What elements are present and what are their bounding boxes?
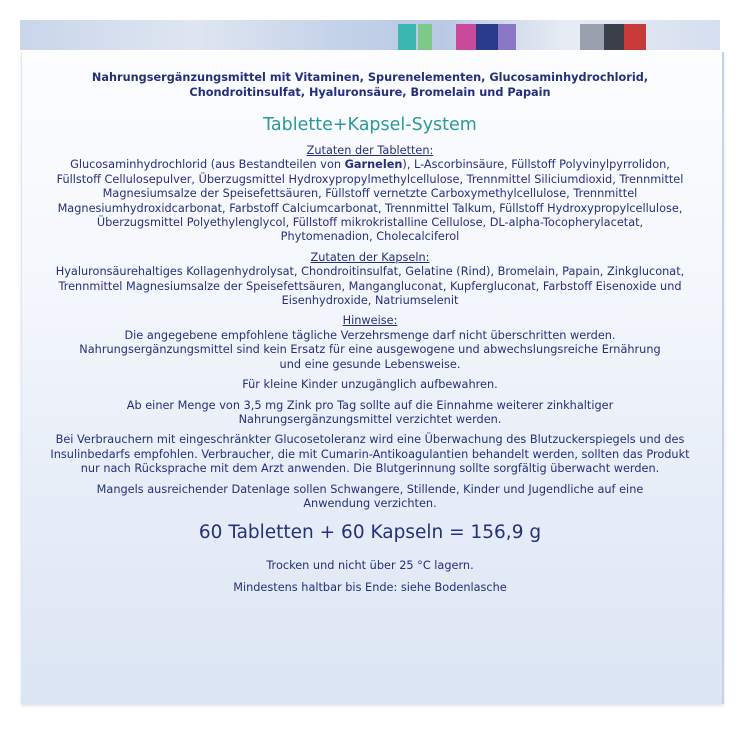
ingredient-line: Hyaluronsäurehaltiges Kollagenhydrolysat, Chondroitinsulfat, Gelatine (Rind), Bromelain, Papain, Zinkgluconat, (55, 265, 685, 279)
ingredient-line: Trennmittel Magnesiumsalze der Speisefettsäuren, Mangangluconat, Kupfergluconat, Farbstoff Eisenoxide und (58, 279, 682, 293)
ingredient-text: ), L-Ascorbinsäure, Füllstoff Polyvinylpyrrolidon, (402, 158, 670, 172)
decor-block-dark (604, 24, 624, 50)
note-line: Ab einer Menge von 3,5 mg Zink pro Tag sollte auf die Einnahme weiterer zinkhaltiger (126, 398, 614, 412)
note-line: nur nach Rücksprache mit dem Arzt anwenden. Die Blutgerinnung sollte sorgfältig überwacht werden. (80, 462, 660, 476)
decor-block-violet (498, 24, 516, 50)
note-line: Bei Verbrauchern mit eingeschränkter Glucosetoleranz wird eine Überwachung des Blutzuckerspiegels und des (55, 433, 685, 447)
note-line: Für kleine Kinder unzugänglich aufbewahren. (242, 378, 498, 392)
ingredient-line: Füllstoff Cellulosepulver, Überzugsmittel Hydroxypropylmethylcellulose, Trennmittel Siliciumdioxid, Trennmittel (56, 172, 684, 186)
note-pregnancy (26, 483, 714, 512)
note-line: Anwendung verzichten. (303, 496, 437, 510)
decor-block-red (624, 24, 646, 50)
ingredient-line (26, 158, 714, 172)
notes-section (26, 314, 714, 511)
decor-block-green (418, 24, 432, 50)
note-line: Die angegebene empfohlene tägliche Verzehrsmenge darf nicht überschritten werden. (124, 328, 616, 342)
note-dosage (26, 329, 714, 372)
note-line: und eine gesunde Lebensweise. (279, 357, 461, 371)
capsule-ingredients-heading: Zutaten der Kapseln: (310, 250, 430, 264)
note-glucose (26, 433, 714, 476)
note-line: Nahrungsergänzungsmittel sind kein Ersatz für eine ausgewogene und abwechslungsreiche Ernährung (79, 343, 661, 357)
ingredient-text: Glucosaminhydrochlorid (aus Bestandteilen von (70, 158, 345, 172)
note-line: Nahrungsergänzungsmittel verzichtet werden. (238, 412, 502, 426)
notes-heading: Hinweise: (342, 314, 398, 328)
tablet-ingredients-list (26, 158, 714, 244)
decor-block-navy (476, 24, 498, 50)
capsule-ingredients (26, 251, 714, 309)
ingredient-line: Magnesiumhydroxidcarbonat, Farbstoff Calciumcarbonat, Trennmittel Talkum, Füllstoff Hydroxypropylcellulose, (57, 201, 683, 215)
ingredient-line: Phytomenadion, Cholecalciferol (280, 230, 460, 244)
decor-block-teal (398, 24, 416, 50)
ingredient-line: Eisenhydroxide, Natriumselenit (281, 294, 459, 308)
intro-line: Nahrungsergänzungsmittel mit Vitaminen, Spurenelementen, Glucosaminhydrochlorid, (91, 71, 649, 84)
ingredient-line: Überzugsmittel Polyethylenglycol, Füllstoff mikrokristalline Cellulose, DL-alpha-Tocopherylacetat, (96, 216, 644, 230)
storage-instructions: Trocken und nicht über 25 °C lagern. (266, 559, 474, 573)
capsule-ingredients-list (26, 265, 714, 308)
package-quantity: 60 Tabletten + 60 Kapseln = 156,9 g (198, 522, 542, 544)
note-line: Insulinbedarfs empfohlen. Verbraucher, die mit Cumarin-Antikoagulantien behandelt werden, sollten das Produkt (50, 447, 690, 461)
product-description (26, 70, 714, 100)
allergen-highlight: Garnelen (344, 158, 403, 172)
decor-block-gray (580, 24, 604, 50)
ingredient-line: Magnesiumsalze der Speisefettsäuren, Füllstoff vernetzte Carboxymethylcellulose, Trennmittel (102, 187, 638, 201)
expiry-note: Mindestens haltbar bis Ende: siehe Bodenlasche (233, 581, 507, 595)
tablet-ingredients (26, 144, 714, 245)
note-zinc (26, 399, 714, 428)
decor-block-pink (456, 24, 476, 50)
note-line: Mangels ausreichender Datenlage sollen Schwangere, Stillende, Kinder und Jugendliche auf eine (96, 482, 644, 496)
tablet-ingredients-heading: Zutaten der Tabletten: (306, 144, 434, 157)
note-children (26, 378, 714, 392)
label-content (26, 70, 714, 599)
system-title: Tablette+Kapsel-System (263, 115, 477, 135)
intro-line: Chondroitinsulfat, Hyaluronsäure, Bromelain und Papain (189, 86, 551, 99)
